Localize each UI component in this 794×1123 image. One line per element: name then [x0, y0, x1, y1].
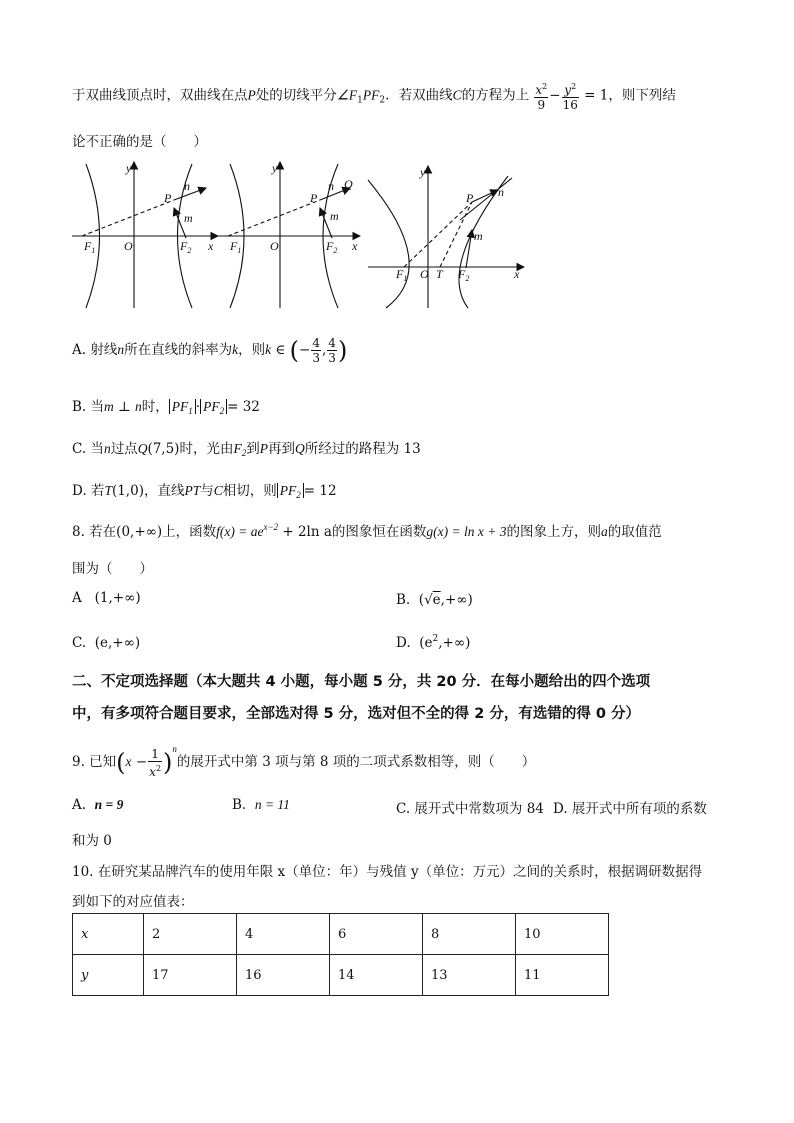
table-cell: 17	[144, 955, 237, 996]
question-text: 的图象恒在函数	[331, 524, 427, 540]
var-n: n	[117, 342, 125, 357]
point-p: P	[247, 87, 256, 103]
function-f-tail: + 2ln a	[278, 524, 332, 540]
question-text: 8. 若在	[72, 524, 117, 540]
exponent: x−2	[263, 522, 279, 532]
point-f2: $F_2$	[233, 441, 247, 458]
intro-text: 的方程为上	[461, 87, 530, 104]
q8-option-c	[72, 635, 140, 651]
abs-pf2: $PF_2$	[277, 483, 304, 498]
table-cell: 11	[516, 955, 609, 996]
question-text: 上，函数	[162, 524, 217, 540]
section-2-heading-line-2: 中，有多项符合题目要求，全部选对得 5 分，选对但不全的得 2 分，有选错的得 0 分）	[72, 706, 641, 722]
q8-option-a	[72, 590, 141, 606]
intro-line-1: 于双曲线顶点时，双曲线在点P处的切线平分$\angle F_1PF_2$．若双曲线C的方程为上 $\frac{x^2}{9}$ − $\frac{y^2}{16}$ = 1，则下列结	[72, 82, 676, 112]
option-text: 所在直线的斜率为	[124, 342, 233, 358]
equation-rhs: = 1，则下列结	[584, 87, 676, 104]
fig3-label-o: O	[420, 267, 429, 281]
paren-right: )	[337, 336, 348, 365]
q8-option-b: B. (√e,+∞)	[396, 592, 473, 608]
q9-option-d-continued: 和为 0	[72, 833, 112, 849]
fig3-label-y: y	[420, 165, 426, 179]
point-q: Q	[294, 441, 305, 456]
option-label: A	[72, 590, 82, 606]
point-p: P	[259, 441, 268, 456]
table-cell: 6	[330, 914, 423, 955]
q9-option-c: C. 展开式中常数项为 84	[396, 801, 544, 817]
fig3-label-f1: $F_1$	[396, 267, 408, 283]
q9-option-b	[232, 797, 290, 813]
table-cell: 4	[237, 914, 330, 955]
option-text: 再到	[267, 441, 295, 457]
angle-pf: PF	[362, 87, 380, 103]
option-rhs: = 12	[303, 483, 337, 499]
q7-option-a: A. 射线n所在直线的斜率为k，则k ∈ (− $\frac{4}{3}$ , $\frac{4}{3}$ )	[72, 336, 348, 365]
fig1-dashed-f1p	[82, 200, 174, 236]
option-value: n = 11	[254, 797, 290, 812]
line-pt: PT	[184, 483, 201, 498]
option-text: 相切，则	[222, 483, 277, 499]
fig2-label-q: Q	[344, 177, 353, 191]
table-cell: 16	[237, 955, 330, 996]
angle-symbol: ∠F	[336, 87, 358, 103]
fig2-label-f1: $F_1$	[230, 239, 242, 255]
fraction-x2-9: $\frac{x^2}{9}$	[535, 82, 548, 112]
fig1-label-f2: $F_2$	[180, 239, 192, 255]
var-n: n	[135, 399, 142, 414]
question-text: 的图象上方，则	[506, 524, 601, 540]
fraction-4-3: $\frac{4}{3}$	[328, 336, 336, 365]
table-cell: 2	[144, 914, 237, 955]
fraction-4-3: $\frac{4}{3}$	[312, 336, 320, 365]
var-x: x	[125, 754, 132, 769]
option-value: ,+∞)	[440, 592, 473, 608]
option-value: ,+∞)	[438, 635, 471, 651]
fig3-label-p: P	[466, 191, 474, 205]
fig3-label-x: x	[514, 267, 520, 281]
q7-option-d	[72, 479, 337, 500]
var-a: a	[601, 524, 608, 539]
curve-c: C	[452, 87, 462, 103]
fig1-label-o: O	[124, 239, 133, 253]
option-label: C.	[72, 635, 87, 651]
sqrt-e: e	[432, 592, 441, 608]
fig2-label-o: O	[270, 239, 279, 253]
table-cell: 8	[423, 914, 516, 955]
fig3-left-branch	[368, 180, 409, 308]
q10-stem-line-2: 到如下的对应值表：	[72, 894, 194, 910]
option-text: 到	[246, 441, 260, 457]
table-row	[73, 914, 609, 955]
curve-c: C	[213, 483, 223, 498]
hyperbola-figures	[68, 158, 538, 314]
fig3-label-f2: $F_2$	[458, 267, 470, 283]
value-table	[72, 913, 609, 996]
sub-1: 1	[357, 95, 363, 106]
q9-option-a	[72, 797, 123, 813]
q9-option-d: D. 展开式中所有项的系数	[553, 801, 707, 817]
var-k: k	[232, 342, 239, 357]
exponent-n: n	[172, 744, 177, 754]
option-label: B.	[232, 797, 247, 813]
option-text: ，则	[238, 342, 266, 358]
q8-stem-line-2: 围为（ ）	[72, 561, 153, 577]
question-text: 9. 已知	[72, 754, 117, 770]
sub-2: 2	[379, 95, 386, 106]
fig1-label-m: m	[184, 211, 193, 225]
option-text: ，直线	[143, 483, 185, 499]
point-t: T	[104, 483, 112, 498]
fig1-label-n: n	[184, 179, 190, 193]
function-g: g(x) = ln x + 3	[426, 524, 507, 539]
option-text: 时，	[141, 399, 169, 415]
option-text: C. 当	[72, 441, 104, 457]
paren-left: (	[116, 748, 126, 777]
fig2-label-x: x	[352, 239, 358, 253]
intro-text: ．若双曲线	[385, 87, 453, 104]
table-cell: 10	[516, 914, 609, 955]
table-cell: 14	[330, 955, 423, 996]
table-cell: x	[73, 914, 144, 955]
fig3-label-n: n	[498, 185, 504, 199]
intro-text: 处的切线平分	[255, 87, 337, 104]
fig1-label-y: y	[126, 161, 132, 175]
intro-text: 于双曲线顶点时，双曲线在点	[72, 87, 248, 104]
var-k: k	[265, 342, 272, 357]
q8-stem	[72, 520, 662, 540]
fig3-ray-m	[466, 230, 472, 268]
option-text: B. 当	[72, 399, 105, 415]
q7-option-c	[72, 437, 421, 458]
minus-sign: −	[299, 342, 311, 358]
function-f: f(x) = ae	[216, 524, 264, 539]
option-value: (1,+∞)	[94, 590, 141, 606]
q8-option-d: D. $(e^2,+\infty)$	[396, 634, 471, 651]
option-text: A. 射线	[72, 342, 118, 358]
option-value: n = 9	[94, 797, 124, 812]
option-label: D.	[396, 635, 411, 651]
point-coords: (1,0)	[111, 483, 144, 499]
option-text: 与	[200, 483, 214, 499]
question-text: 的取值范	[607, 524, 662, 540]
fraction-y2-16: $\frac{y^2}{16}$	[562, 82, 578, 112]
fig1-ray-n	[174, 188, 206, 200]
point-q: Q	[137, 441, 148, 456]
fig3-label-m: m	[474, 229, 483, 243]
option-text: 过点	[110, 441, 138, 457]
fig1-label-p: P	[164, 191, 172, 205]
option-text: D. 若	[72, 483, 105, 499]
expr-m-perp-n: m	[104, 399, 114, 414]
q7-option-b: B. 当m ⊥ n时， $PF_1 \cdot PF_2 = 32$	[72, 399, 260, 416]
option-label: B.	[396, 592, 411, 608]
fig2-label-p: P	[310, 191, 318, 205]
fig1-label-x: x	[208, 239, 214, 253]
fig2-label-f2: $F_2$	[326, 239, 338, 255]
fig2-label-y: y	[272, 161, 278, 175]
fig3-label-t: T	[436, 267, 443, 281]
option-text: 时，光由	[179, 441, 234, 457]
table-row	[73, 955, 609, 996]
section-2-heading-line-1: 二、不定项选择题（本大题共 4 小题，每小题 5 分，共 20 分．在每小题给出的四个选项	[72, 674, 651, 690]
option-label: A.	[72, 797, 87, 813]
option-value: (e,+∞)	[94, 635, 141, 651]
abs-pf2: $PF_2$	[200, 399, 227, 414]
fig2-label-n: n	[328, 179, 334, 193]
fig1-label-f1: $F_1$	[84, 239, 96, 255]
option-text: 所经过的路程为 13	[304, 441, 421, 457]
intro-line-2: 论不正确的是（ ）	[72, 134, 207, 150]
paren-right: )	[163, 748, 173, 777]
option-rhs: = 32	[227, 399, 260, 415]
interval: (0,+∞)	[116, 524, 163, 540]
q9-stem: 9. 已知(x − $\frac{1}{x^2}$ )$^n$的展开式中第 3 项与第 8 项的二项式系数相等，则（ ）	[72, 744, 536, 779]
q10-stem: 10. 在研究某品牌汽车的使用年限 x（单位：年）与残值 y（单位：万元）之间的关系时，根据调研数据得	[72, 864, 703, 880]
fig2-label-m: m	[330, 209, 339, 223]
fraction-1-x2: $\frac{1}{x^2}$	[149, 746, 162, 779]
point-coords: (7,5)	[147, 441, 180, 457]
table-cell: 13	[423, 955, 516, 996]
var-n: n	[103, 441, 111, 456]
question-text: 的展开式中第 3 项与第 8 项的二项式系数相等，则（ ）	[176, 754, 536, 770]
table-cell: y	[73, 955, 144, 996]
paren-left: (	[289, 336, 300, 365]
abs-pf1: $PF_1$	[169, 399, 196, 414]
